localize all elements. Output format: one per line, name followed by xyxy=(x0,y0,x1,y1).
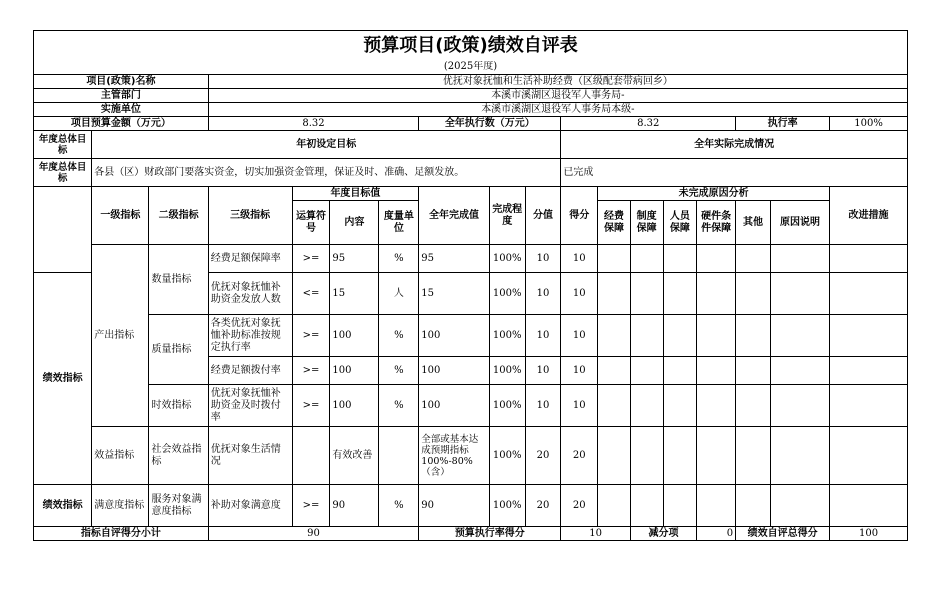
year-subtitle: (2025年度) xyxy=(34,61,908,75)
goal-text: 各县（区）财政部门要落实资金，切实加强资金管理，保证及时、准确、足额发放。 xyxy=(92,159,561,187)
budget-exec-score-value: 10 xyxy=(561,527,630,541)
dept-value: 本溪市溪湖区退役军人事务局- xyxy=(208,89,907,103)
reason-system-header: 制度保障 xyxy=(630,201,663,245)
reason-staff-header: 人员保障 xyxy=(663,201,697,245)
perf-indicator-label: 绩效指标 xyxy=(34,273,92,485)
indicator-comp: 100% xyxy=(489,273,525,315)
indicator-full: 15 xyxy=(419,273,490,315)
indicator-score: 20 xyxy=(561,427,598,485)
unit-label: 实施单位 xyxy=(34,103,209,117)
project-name-value: 优抚对象抚恤和生活补助经费（区级配套带病回乡） xyxy=(208,75,907,89)
indicator-l1: 产出指标 xyxy=(92,245,149,427)
indicator-sv: 20 xyxy=(525,485,561,527)
indicator-l3: 优抚对象抚恤补助资金发放人数 xyxy=(208,273,292,315)
deduction-value: 0 xyxy=(697,527,736,541)
indicator-content: 100 xyxy=(330,385,379,427)
indicator-l2: 时效指标 xyxy=(149,385,208,427)
indicator-full: 全部或基本达成预期指标100%-80%（含） xyxy=(419,427,490,485)
budget-exec-score-label: 预算执行率得分 xyxy=(419,527,561,541)
indicator-l3: 经费足额拨付率 xyxy=(208,357,292,385)
annual-target-header: 年度目标值 xyxy=(292,187,419,201)
budget-value: 8.32 xyxy=(208,117,419,131)
indicator-l3: 经费足额保障率 xyxy=(208,245,292,273)
subtotal-value: 90 xyxy=(208,527,419,541)
indicator-op: >= xyxy=(292,315,330,357)
unit-measure-header: 度量单位 xyxy=(379,201,419,245)
total-value: 100 xyxy=(830,527,908,541)
page-title: 预算项目(政策)绩效自评表 xyxy=(34,31,908,61)
exec-value: 8.32 xyxy=(561,117,736,131)
indicator-l1: 满意度指标 xyxy=(92,485,149,527)
rate-value: 100% xyxy=(830,117,908,131)
indicator-comp: 100% xyxy=(489,385,525,427)
budget-label: 项目预算金额（万元） xyxy=(34,117,209,131)
indicator-l3: 补助对象满意度 xyxy=(208,485,292,527)
indicator-l2: 社会效益指标 xyxy=(149,427,208,485)
indicator-l2: 质量指标 xyxy=(149,315,208,385)
indicator-sv: 10 xyxy=(525,315,561,357)
reason-analysis-header: 未完成原因分析 xyxy=(598,187,830,201)
indicator-sv: 20 xyxy=(525,427,561,485)
indicator-op: >= xyxy=(292,385,330,427)
indicator-op: >= xyxy=(292,245,330,273)
level1-header: 一级指标 xyxy=(92,187,149,245)
exec-label: 全年执行数（万元） xyxy=(419,117,561,131)
indicator-content: 90 xyxy=(330,485,379,527)
actual-text: 已完成 xyxy=(561,159,908,187)
level2-header: 二级指标 xyxy=(149,187,208,245)
indicator-op: >= xyxy=(292,485,330,527)
full-year-header: 全年完成值 xyxy=(419,187,490,245)
indicator-l2: 数量指标 xyxy=(149,245,208,315)
indicator-unit: % xyxy=(379,485,419,527)
indicator-full: 100 xyxy=(419,357,490,385)
indicator-sv: 10 xyxy=(525,245,561,273)
initial-goal-header: 年初设定目标 xyxy=(92,131,561,159)
reason-funds-header: 经费保障 xyxy=(598,201,631,245)
indicator-sv: 10 xyxy=(525,273,561,315)
indicator-content: 100 xyxy=(330,315,379,357)
goal-label-2: 年度总体目标 xyxy=(34,159,92,187)
indicator-score: 20 xyxy=(561,485,598,527)
reason-other-header: 其他 xyxy=(736,201,771,245)
indicator-comp: 100% xyxy=(489,357,525,385)
indicator-l3: 优抚对象抚恤补助资金及时拨付率 xyxy=(208,385,292,427)
improve-header: 改进措施 xyxy=(830,187,908,245)
indicator-unit: 人 xyxy=(379,273,419,315)
indicator-unit: % xyxy=(379,245,419,273)
indicator-score: 10 xyxy=(561,245,598,273)
reason-desc-header: 原因说明 xyxy=(770,201,829,245)
deduction-label: 减分项 xyxy=(630,527,696,541)
reason-hardware-header: 硬件条件保障 xyxy=(697,201,736,245)
level3-header: 三级指标 xyxy=(208,187,292,245)
indicator-l1: 效益指标 xyxy=(92,427,149,485)
indicator-score: 10 xyxy=(561,273,598,315)
subtotal-label: 指标自评得分小计 xyxy=(34,527,209,541)
content-header: 内容 xyxy=(330,201,379,245)
indicator-l2: 服务对象满意度指标 xyxy=(149,485,208,527)
score-header: 得分 xyxy=(561,187,598,245)
indicator-op: >= xyxy=(292,357,330,385)
unit-value: 本溪市溪湖区退役军人事务局本级- xyxy=(208,103,907,117)
goal-label: 年度总体目标 xyxy=(34,131,92,159)
indicator-content: 15 xyxy=(330,273,379,315)
operator-header: 运算符号 xyxy=(292,201,330,245)
indicator-content: 有效改善 xyxy=(330,427,379,485)
indicator-content: 100 xyxy=(330,357,379,385)
indicator-l3: 各类优抚对象抚恤补助标准按规定执行率 xyxy=(208,315,292,357)
indicator-sv: 10 xyxy=(525,357,561,385)
indicator-l3: 优抚对象生活情况 xyxy=(208,427,292,485)
actual-header: 全年实际完成情况 xyxy=(561,131,908,159)
indicator-op xyxy=(292,427,330,485)
indicator-full: 100 xyxy=(419,315,490,357)
indicator-sv: 10 xyxy=(525,385,561,427)
indicator-comp: 100% xyxy=(489,427,525,485)
project-name-label: 项目(政策)名称 xyxy=(34,75,209,89)
completion-header: 完成程度 xyxy=(489,187,525,245)
rate-label: 执行率 xyxy=(736,117,830,131)
indicator-comp: 100% xyxy=(489,315,525,357)
indicator-content: 95 xyxy=(330,245,379,273)
indicator-unit: % xyxy=(379,385,419,427)
indicator-score: 10 xyxy=(561,315,598,357)
total-label: 绩效自评总得分 xyxy=(736,527,830,541)
indicator-op: <= xyxy=(292,273,330,315)
dept-label: 主管部门 xyxy=(34,89,209,103)
indicator-score: 10 xyxy=(561,385,598,427)
indicator-unit: % xyxy=(379,357,419,385)
indicator-comp: 100% xyxy=(489,245,525,273)
indicator-score: 10 xyxy=(561,357,598,385)
indicator-full: 95 xyxy=(419,245,490,273)
indicator-full: 90 xyxy=(419,485,490,527)
indicator-comp: 100% xyxy=(489,485,525,527)
score-value-header: 分值 xyxy=(525,187,561,245)
perf-indicator-label-2: 绩效指标 xyxy=(34,485,92,527)
indicator-unit xyxy=(379,427,419,485)
indicator-full: 100 xyxy=(419,385,490,427)
indicator-unit: % xyxy=(379,315,419,357)
self-evaluation-table xyxy=(33,30,908,541)
perf-indicator-label-top xyxy=(34,187,92,273)
